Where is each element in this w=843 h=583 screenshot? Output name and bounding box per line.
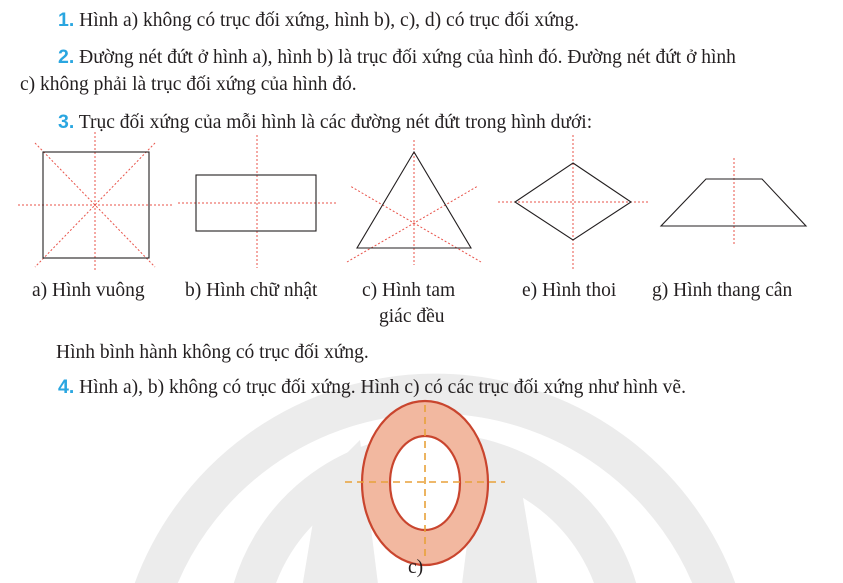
answer-1-text: Hình a) không có trục đối xứng, hình b), c), d) có trục đối xứng. <box>79 10 580 31</box>
triangle-axis-right <box>350 186 481 262</box>
caption-triangle-line2: giác đều <box>379 306 445 327</box>
figure-c-label: c) <box>408 557 424 578</box>
caption-rectangle: b) Hình chữ nhật <box>185 280 318 301</box>
answer-4-text: Hình a), b) không có trục đối xứng. Hình c) có các trục đối xứng như hình vẽ. <box>79 377 686 398</box>
ring-figure <box>345 401 505 565</box>
answer-2-line2: c) không phải là trục đối xứng của hình đó. <box>20 74 357 95</box>
answer-2-text-line1: Đường nét đứt ở hình a), hình b) là trục đối xứng của hình đó. Đường nét đứt ở hình <box>79 47 736 68</box>
caption-triangle-line1: c) Hình tam <box>362 280 456 301</box>
caption-rhombus: e) Hình thoi <box>522 280 617 301</box>
note-parallelogram: Hình bình hành không có trục đối xứng. <box>56 342 369 363</box>
triangle-axis-left <box>347 186 478 262</box>
answer-3-text: Trục đối xứng của mỗi hình là các đường nét đứt trong hình dưới: <box>78 112 593 133</box>
answer-4-number: 4. <box>58 376 75 398</box>
caption-trapezoid: g) Hình thang cân <box>652 280 793 301</box>
caption-square: a) Hình vuông <box>32 280 145 301</box>
answer-3-number: 3. <box>58 111 75 133</box>
answer-4 <box>58 372 686 403</box>
answer-1-number: 1. <box>58 9 75 31</box>
answer-2-number: 2. <box>58 46 75 68</box>
